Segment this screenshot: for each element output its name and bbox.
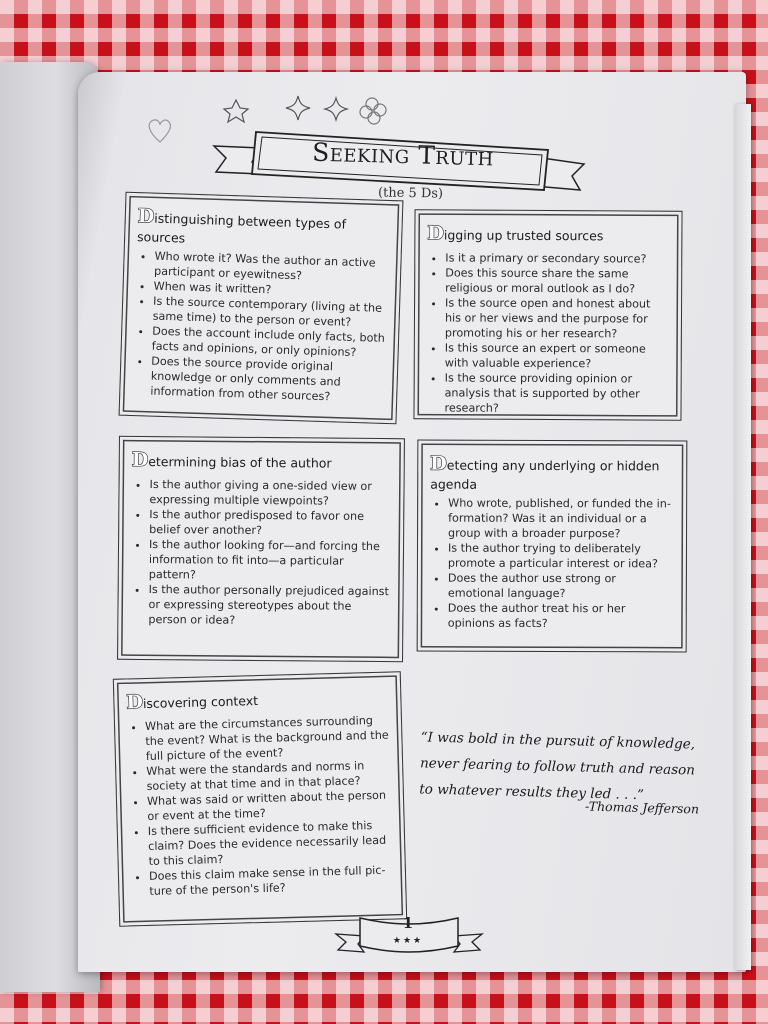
question-list bbox=[130, 477, 391, 629]
list-item: • Is the author predisposed to favor one belief over another? bbox=[149, 507, 391, 539]
card-heading bbox=[132, 449, 392, 475]
list-item: • Is the source providing opinion or analysis that is supported by other research? bbox=[444, 370, 668, 416]
question-list bbox=[426, 250, 669, 416]
list-item: • Is the author trying to deliberately promote a particular interest or idea? bbox=[448, 541, 674, 572]
card-determining-bias bbox=[117, 436, 405, 662]
jefferson-quote: “I was bold in the pursuit of knowledge, never fearing to follow truth and reason to whatever results they led . . .” bbox=[419, 729, 696, 804]
list-item: • Is this source an expert or someone with valuable experience? bbox=[445, 340, 669, 371]
list-item: • Who wrote it? Was the author an active participant or eyewitness? bbox=[154, 249, 389, 286]
list-item: • Does this source share the same religious or moral outlook as I do? bbox=[445, 265, 669, 296]
list-item: • Is the source contemporary (living at the same time) to the person or event? bbox=[152, 294, 387, 331]
card-heading bbox=[427, 222, 669, 247]
card-heading bbox=[137, 205, 390, 252]
list-item: • Does the account include only facts, both facts and opinions, or only opinions? bbox=[152, 324, 387, 361]
list-item: • Does the source provide original knowledge or only comments and information from other sources? bbox=[150, 354, 385, 406]
drop-cap: D bbox=[137, 205, 155, 228]
question-list bbox=[430, 496, 674, 632]
card-heading bbox=[430, 453, 674, 493]
three-stars-icon: ★★★ bbox=[392, 936, 424, 946]
quote-author: -Thomas Jefferson bbox=[584, 798, 700, 817]
list-item: • Who wrote, published, or funded the in-formation? Was it an individual or a group with a broader purpose? bbox=[448, 496, 674, 542]
page-subtitle: (the 5 Ds) bbox=[377, 185, 444, 202]
card-digging-trusted-sources bbox=[413, 209, 682, 420]
list-item: • Does the author use strong or emotional language? bbox=[448, 571, 674, 602]
list-item: • Is the author personally prejudiced against or expressing stereotypes about the person or idea? bbox=[148, 582, 390, 629]
card-heading-text: etermining bias of the author bbox=[148, 454, 332, 471]
page-title: Seeking Truth bbox=[311, 137, 495, 172]
card-heading-text: etecting any underlying or hidden agenda bbox=[430, 457, 660, 492]
page-number: 1 bbox=[402, 914, 414, 932]
list-item: • What was said or written about the person or event at the time? bbox=[147, 787, 392, 823]
drop-cap: D bbox=[126, 691, 144, 714]
star-doodle-icon bbox=[224, 100, 248, 122]
list-item: • Is there sufficient evidence to make this claim? Does the evidence necessarily lead to this claim? bbox=[148, 817, 393, 868]
sparkle-doodle-icon bbox=[286, 96, 347, 120]
question-list bbox=[132, 248, 389, 406]
question-list bbox=[127, 712, 394, 899]
list-item: • What are the circumstances surrounding the event? What is the background and the full picture of the event? bbox=[145, 712, 390, 763]
list-item: • Is the author looking for—and forcing the information to fit into—a particular pattern? bbox=[149, 537, 391, 584]
drop-cap: D bbox=[427, 222, 444, 245]
list-item: • Does the author treat his or her opinions as facts? bbox=[448, 601, 674, 632]
list-item: • Is the author giving a one-sided view or expressing multiple viewpoints? bbox=[149, 477, 391, 509]
list-item: • Is the source open and honest about his or her views and the purpose for promoting his or her research? bbox=[445, 295, 669, 341]
card-distinguishing-sources bbox=[119, 192, 404, 425]
card-heading-text: iscovering context bbox=[142, 693, 259, 712]
card-heading-text: igging up trusted sources bbox=[443, 227, 604, 244]
list-item: • What were the standards and norms in society at that time and in that place? bbox=[146, 757, 391, 793]
card-heading-text: istinguishing between types of sources bbox=[136, 210, 347, 246]
list-item: • Does this claim make sense in the full pic-ture of the person's life? bbox=[149, 862, 394, 898]
flower-doodle-icon bbox=[360, 98, 386, 124]
page-stack-edge bbox=[735, 104, 751, 970]
card-heading bbox=[126, 685, 389, 716]
card-detecting-hidden-agenda bbox=[417, 440, 688, 653]
heart-doodle-icon bbox=[149, 120, 170, 142]
list-item: • Is it a primary or secondary source? bbox=[445, 250, 669, 266]
drop-cap: D bbox=[131, 448, 149, 472]
card-discovering-context bbox=[113, 671, 407, 926]
drop-cap: D bbox=[430, 452, 447, 475]
list-item: • When was it written? bbox=[153, 279, 387, 301]
